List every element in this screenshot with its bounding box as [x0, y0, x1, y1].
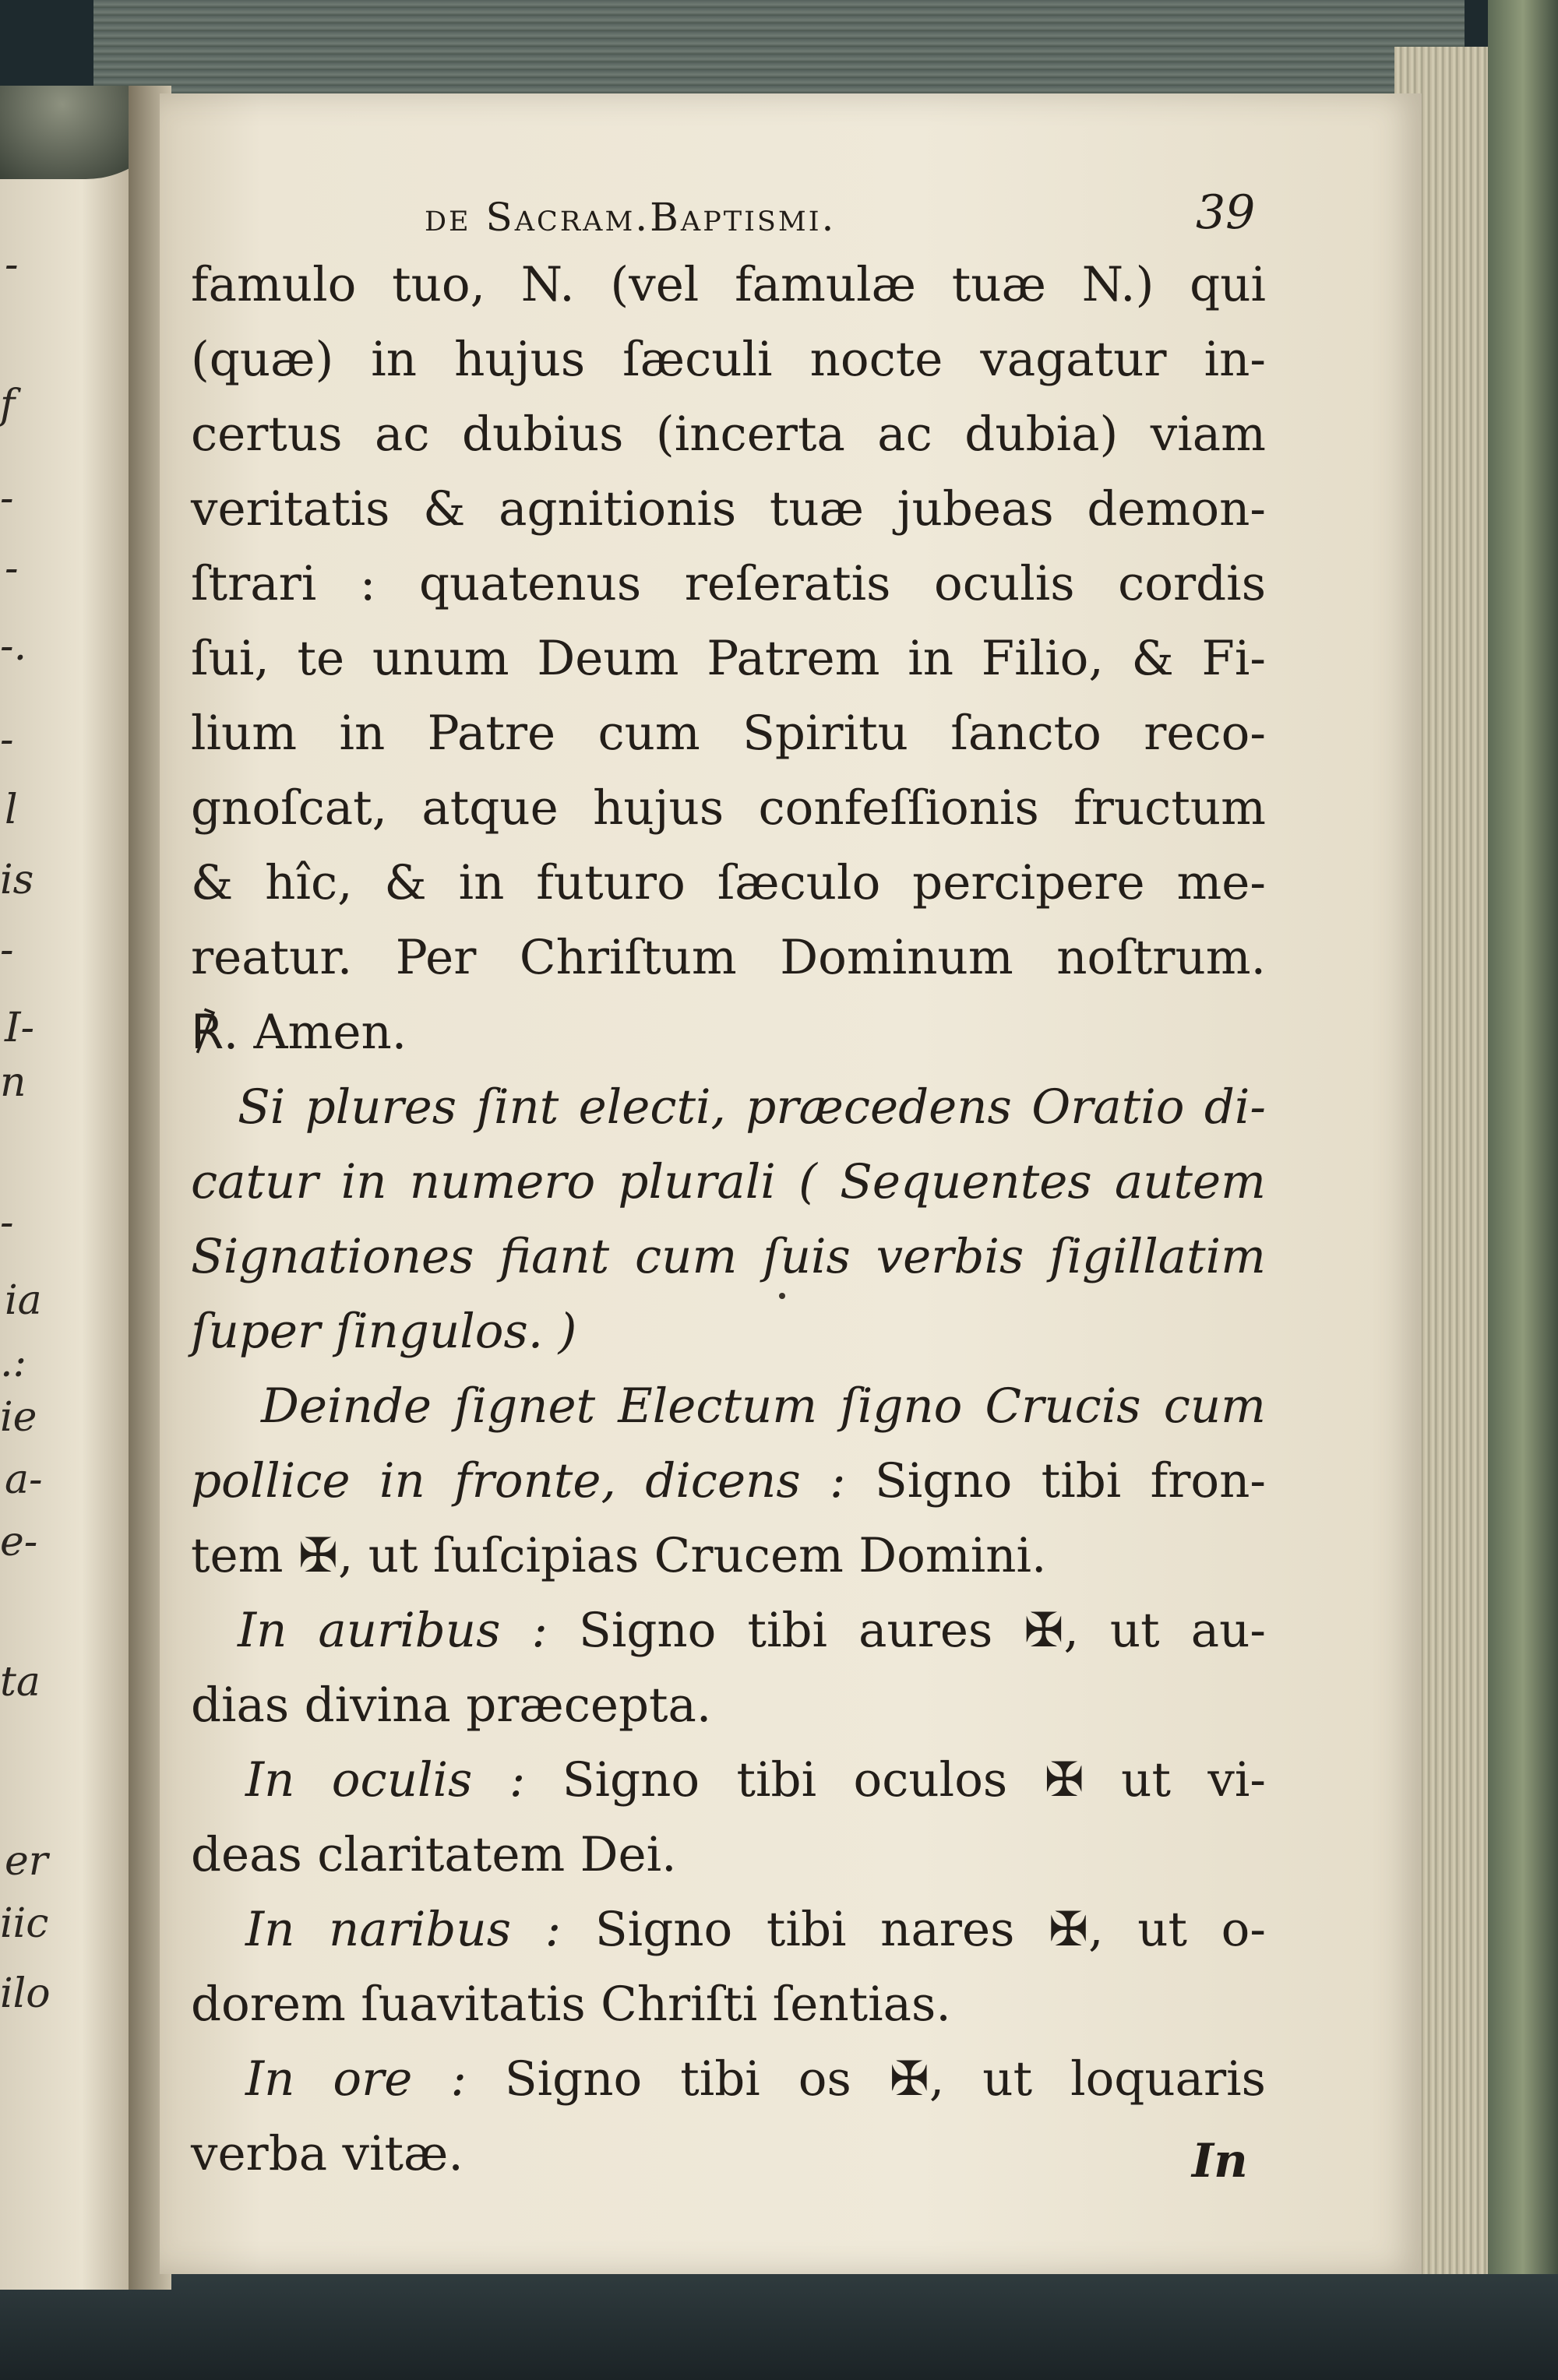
page-number: 39 — [1196, 185, 1256, 240]
text-line: lium in Patre cum Spiritu ſancto reco- — [191, 706, 1266, 761]
clasp-ornament — [0, 86, 136, 179]
left-page-glyph: ta — [0, 1659, 41, 1706]
left-page-glyph: l — [5, 787, 18, 833]
left-page-glyph: - — [0, 475, 14, 522]
text-line: Deinde ſignet Electum ſigno Crucis cum — [261, 1378, 1266, 1434]
rubric-text: In auribus : — [238, 1603, 548, 1658]
text-line: dias divina præcepta. — [191, 1678, 712, 1733]
text-line: deas claritatem Dei. — [191, 1827, 677, 1882]
left-page-glyph: - — [0, 927, 14, 973]
left-page-glyph: I- — [5, 1005, 35, 1051]
rubric-text: In oculis : — [245, 1752, 526, 1808]
body-text — [191, 248, 1266, 2192]
rubric-text: In naribus : — [245, 1902, 562, 1957]
text-line: Si plures ſint electi, præcedens Oratio di- — [238, 1079, 1266, 1135]
text-line: ℟. Amen. — [191, 1005, 407, 1060]
text-line — [191, 1444, 1266, 1519]
running-header — [425, 185, 1281, 255]
rubric-text: In ore : — [245, 2051, 467, 2107]
text-line: Signationes fiant cum ſuis verbis ſigillatim — [191, 1229, 1266, 1284]
left-page-fragment — [0, 86, 136, 2290]
text-line: dorem ſuavitatis Chriſti ſentias. — [191, 1977, 951, 2032]
book-bottom-edge — [0, 2274, 1558, 2380]
text-line: veritatis & agnitionis tuæ jubeas demon- — [191, 481, 1266, 537]
rubric-text: pollice in fronte, dicens : — [191, 1453, 846, 1509]
left-page-glyph: - — [0, 1199, 14, 1246]
left-page-glyph: - — [0, 716, 14, 763]
text-line: certus ac dubius (incerta ac dubia) viam — [191, 407, 1266, 462]
text-line: gnoſcat, atque hujus confeſſionis fructum — [191, 780, 1266, 836]
left-page-glyph: f — [0, 382, 16, 428]
text-line: ſuper ſingulos. ) — [191, 1304, 577, 1359]
left-page-glyph: ilo — [0, 1970, 51, 2017]
left-page-glyph: ie — [0, 1394, 37, 1441]
left-page-glyph: a- — [5, 1456, 43, 1503]
text-line: ſui, te unum Deum Patrem in Filio, & Fi- — [191, 631, 1266, 686]
left-page-glyph: iic — [0, 1900, 49, 1947]
left-page-glyph: - — [5, 241, 19, 288]
left-page-glyph: e- — [0, 1519, 38, 1565]
text-line — [191, 1892, 1266, 1967]
prayer-text: Signo tibi oculos ✠ ut vi- — [525, 1752, 1266, 1808]
text-line: verba vitæ. — [191, 2126, 464, 2181]
text-line: (quæ) in hujus ſæculi nocte vagatur in- — [191, 332, 1266, 387]
text-line — [191, 1743, 1266, 1818]
text-line: catur in numero plurali ( Sequentes autem — [191, 1154, 1266, 1209]
book-cover-right — [1488, 0, 1558, 2380]
text-line — [191, 2042, 1266, 2117]
text-line: famulo tuo, N. (vel famulæ tuæ N.) qui — [191, 257, 1266, 312]
running-title: de Sacram.Baptismi. — [425, 195, 837, 240]
left-page-glyph: is — [0, 857, 34, 903]
prayer-text: Signo tibi fron- — [845, 1453, 1266, 1509]
left-page-glyph: - — [5, 545, 19, 592]
text-line — [191, 1593, 1266, 1668]
left-page-glyph: .: — [0, 1340, 27, 1386]
text-line: ſtrari : quatenus reſeratis oculis cordis — [191, 556, 1266, 611]
text-line: & hîc, & in futuro ſæculo percipere me- — [191, 855, 1266, 910]
left-page-glyph: er — [5, 1838, 48, 1885]
text-line: reatur. Per Chriſtum Dominum noſtrum. — [191, 930, 1266, 985]
prayer-text: Signo tibi aures ✠, ut au- — [548, 1603, 1266, 1658]
ink-speck — [779, 1293, 785, 1299]
left-page-glyph: -. — [0, 623, 27, 670]
prayer-text: Signo tibi os ✠, ut loquaris — [466, 2051, 1266, 2107]
left-page-glyph: n — [0, 1059, 26, 1106]
text-line: tem ✠, ut ſuſcipias Crucem Domini. — [191, 1528, 1047, 1583]
prayer-text: Signo tibi nares ✠, ut o- — [561, 1902, 1266, 1957]
catchword: In — [1192, 2134, 1248, 2188]
left-page-glyph: ia — [5, 1277, 42, 1324]
